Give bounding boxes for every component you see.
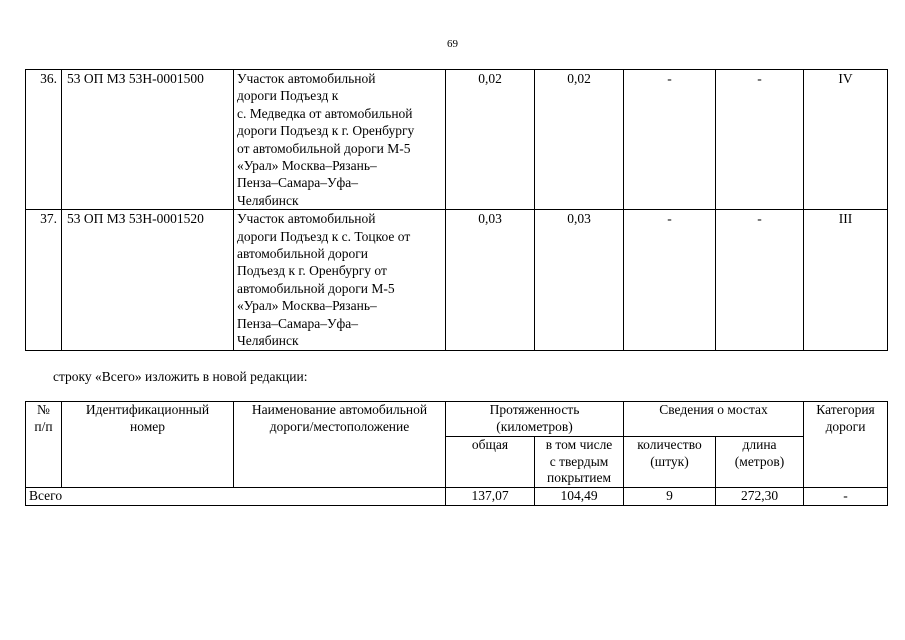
- total-bridges: 9: [624, 488, 716, 506]
- table-row: [26, 70, 888, 210]
- header-bridges: Сведения о мостах: [624, 402, 804, 437]
- road-id: 53 ОП МЗ 53Н-0001520: [62, 210, 234, 350]
- row-number: 36.: [26, 70, 62, 210]
- total-row: [26, 488, 888, 506]
- header-name: Наименование автомобильной дороги/местоположение: [234, 402, 446, 488]
- road-name: Участок автомобильной дороги Подъезд к с. Тоцкое от автомобильной дороги Подъезд к г. Оренбургу от автомобильной дороги М-5 «Урал» Москва–Рязань– Пенза–Самара–Уфа– Челябинск: [234, 210, 446, 350]
- header-total: общая: [446, 437, 535, 488]
- length-hard: 0,03: [535, 210, 624, 350]
- total-bridge-length: 272,30: [716, 488, 804, 506]
- header-row: [26, 402, 888, 437]
- row-number: 37.: [26, 210, 62, 350]
- length-total: 0,03: [446, 210, 535, 350]
- length-total: 0,02: [446, 70, 535, 210]
- total-hard: 104,49: [535, 488, 624, 506]
- road-name: Участок автомобильной дороги Подъезд к с. Медведка от автомобильной дороги Подъезд к г. Оренбургу от автомобильной дороги М-5 «Урал» Москва–Рязань– Пенза–Самара–Уфа– Челябинск: [234, 70, 446, 210]
- roads-table: [25, 69, 888, 351]
- header-bridge-length: длина (метров): [716, 437, 804, 488]
- header-category: Категория дороги: [804, 402, 888, 488]
- road-category: III: [804, 210, 888, 350]
- totals-table: [25, 401, 888, 506]
- total-label: Всего: [26, 488, 446, 506]
- header-count: количество (штук): [624, 437, 716, 488]
- total-length: 137,07: [446, 488, 535, 506]
- header-hard: в том числе с твердым покрытием: [535, 437, 624, 488]
- bridge-count: -: [624, 70, 716, 210]
- total-category: -: [804, 488, 888, 506]
- header-num: № п/п: [26, 402, 62, 488]
- bridge-count: -: [624, 210, 716, 350]
- table-row: [26, 210, 888, 350]
- header-length: Протяженность (километров): [446, 402, 624, 437]
- header-id: Идентификационный номер: [62, 402, 234, 488]
- page-number: 69: [447, 38, 458, 50]
- length-hard: 0,02: [535, 70, 624, 210]
- bridge-length: -: [716, 210, 804, 350]
- road-id: 53 ОП МЗ 53Н-0001500: [62, 70, 234, 210]
- bridge-length: -: [716, 70, 804, 210]
- amendment-note: строку «Всего» изложить в новой редакции:: [53, 369, 308, 384]
- road-category: IV: [804, 70, 888, 210]
